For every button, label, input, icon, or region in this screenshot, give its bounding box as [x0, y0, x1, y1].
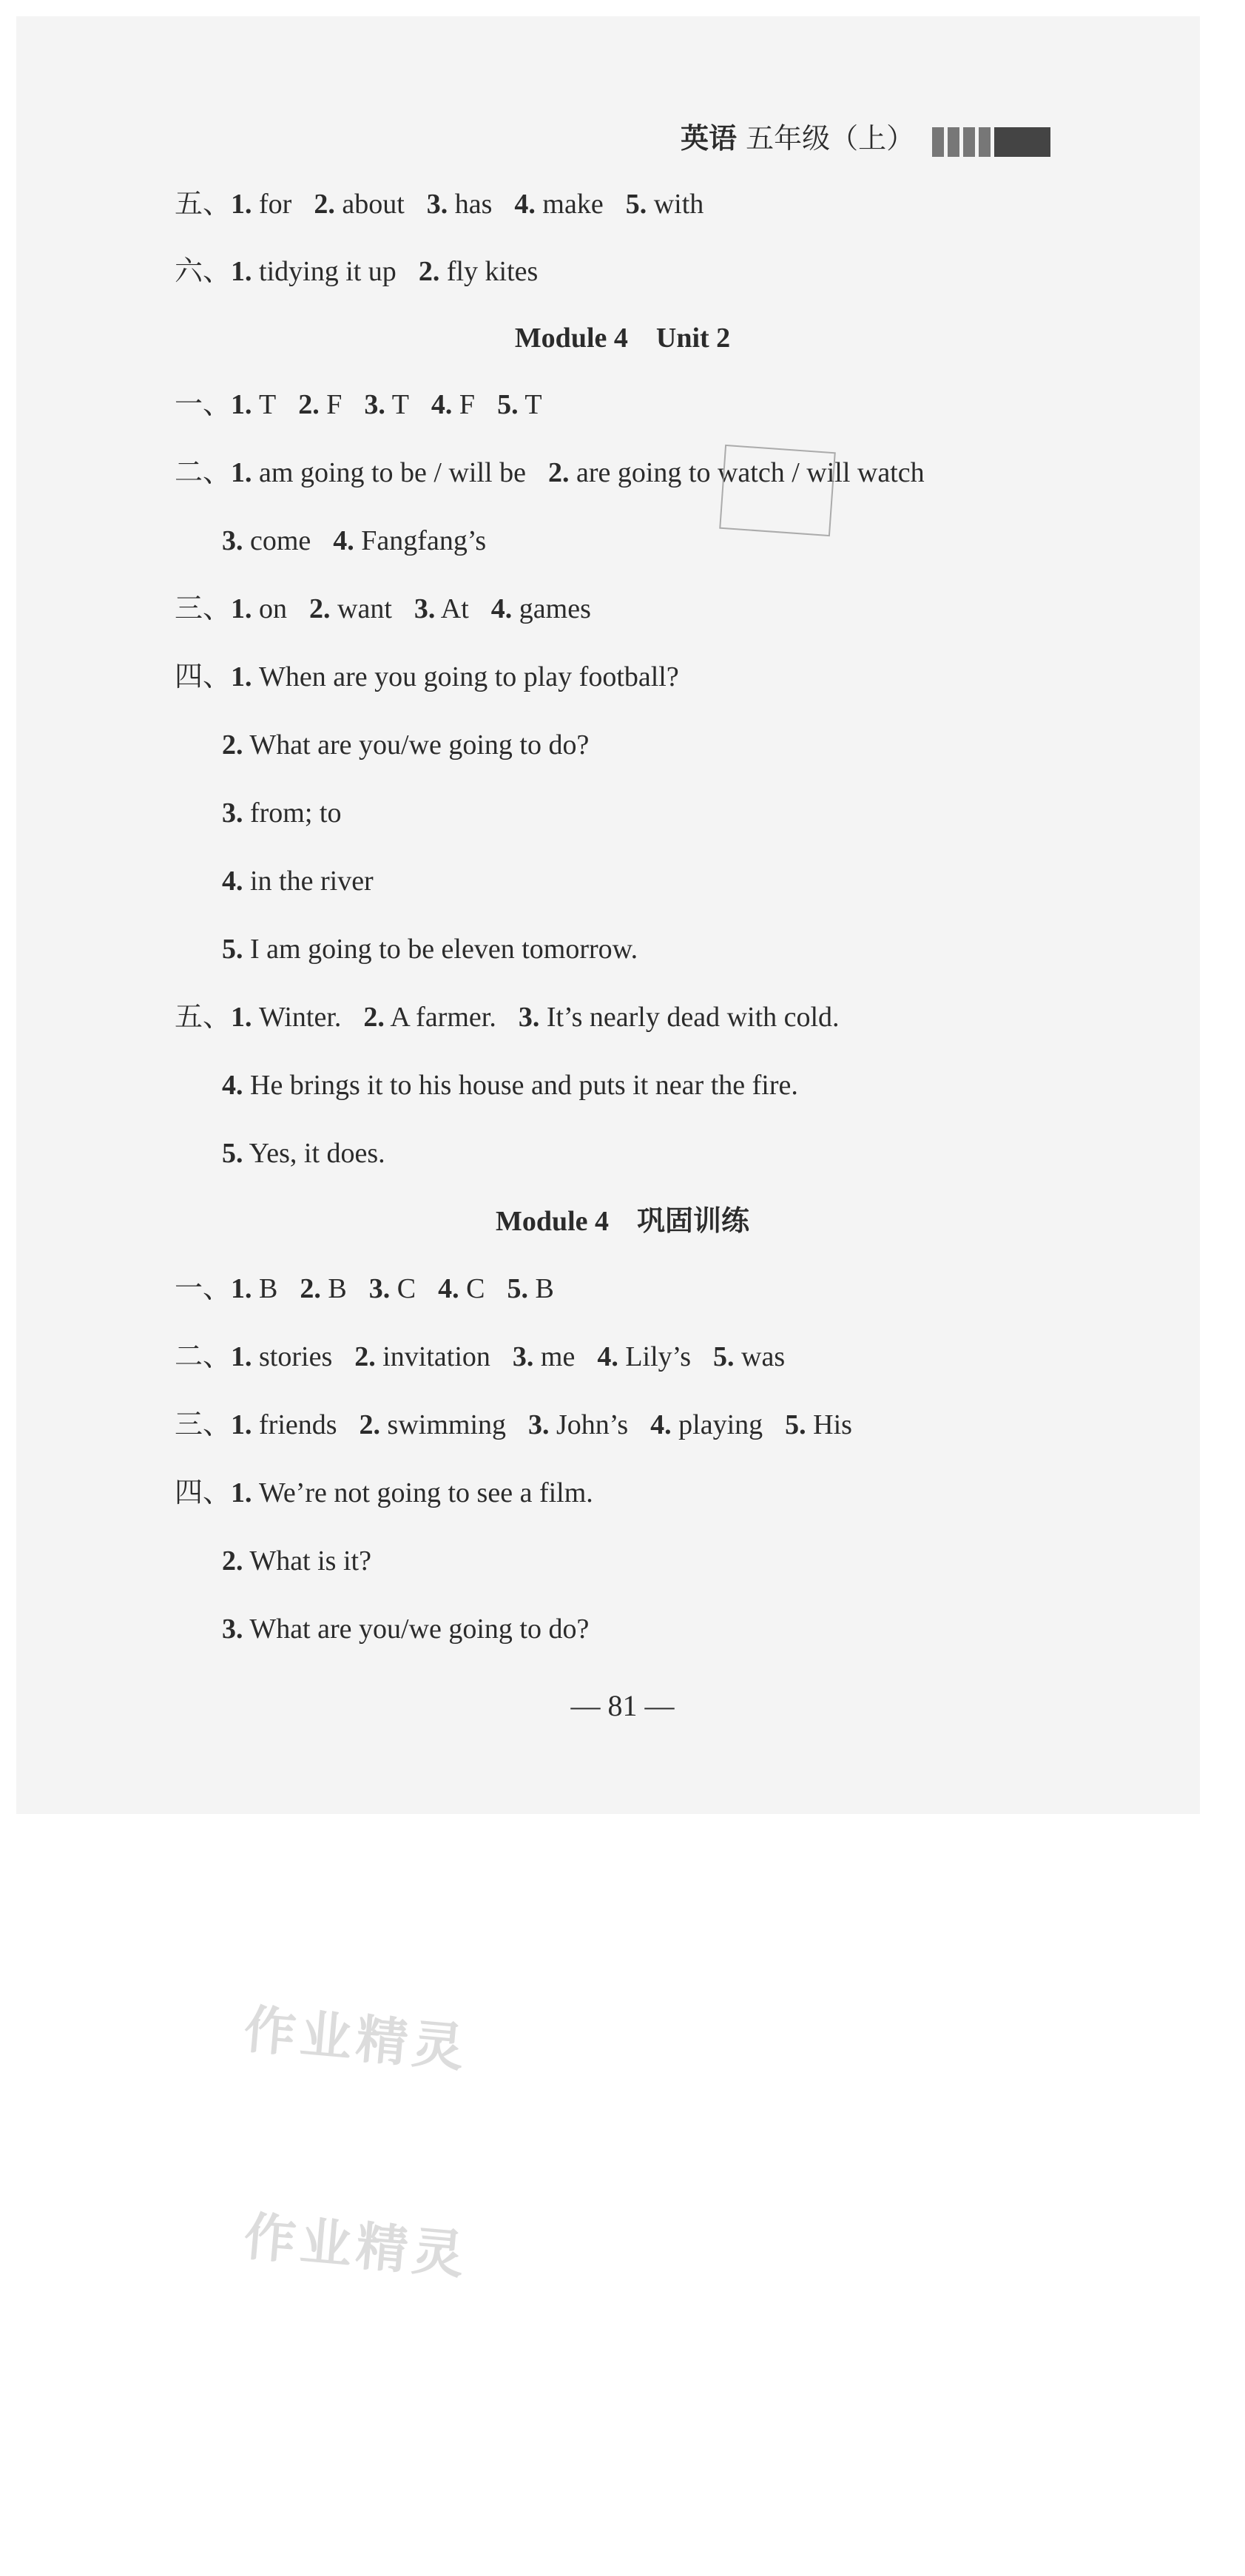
- unit2-q2-line2: 3. come 4. Fangfang’s: [222, 525, 487, 556]
- page-number: — 81 —: [570, 1689, 675, 1722]
- unit2-q5-line1: 五、1. Winter. 2. A farmer. 3. It’s nearly dead with cold.: [175, 1002, 840, 1033]
- unit2-q2-line1: 二、1. am going to be / will be 2. are going to watch / will watch: [175, 457, 925, 488]
- unit2-q4-line4: 4. in the river: [222, 866, 374, 897]
- review-q4-line3: 3. What are you/we going to do?: [222, 1614, 590, 1645]
- subject-label: 英语: [681, 122, 738, 155]
- review-q4-line1: 四、1. We’re not going to see a film.: [175, 1477, 593, 1508]
- unit2-q4-line3: 3. from; to: [222, 798, 342, 829]
- unit2-q3: 三、1. on 2. want 3. At 4. games: [175, 593, 591, 624]
- header-bars: [932, 124, 1054, 157]
- answer-row-5: 五、1. for 2. about 3. has 4. make 5. with: [175, 189, 704, 220]
- watermark-2: 作业精灵: [241, 2205, 471, 2287]
- review-q4-line2: 2. What is it?: [222, 1545, 371, 1577]
- unit2-q1: 一、1. T 2. F 3. T 4. F 5. T: [175, 389, 542, 420]
- grade-label: 五年级（上）: [746, 122, 915, 155]
- unit2-q5-line3: 5. Yes, it does.: [222, 1138, 385, 1169]
- section-title-unit2: Module 4 Unit 2: [514, 323, 731, 354]
- unit2-q4-line2: 2. What are you/we going to do?: [222, 729, 590, 761]
- watermark-stamp: [719, 445, 836, 536]
- unit2-q4-line5: 5. I am going to be eleven tomorrow.: [222, 934, 638, 965]
- watermark-1: 作业精灵: [241, 1998, 471, 2080]
- answer-row-6: 六、1. tidying it up 2. fly kites: [175, 256, 539, 287]
- review-q2: 二、1. stories 2. invitation 3. me 4. Lily’s 5. was: [175, 1341, 786, 1372]
- review-q1: 一、1. B 2. B 3. C 4. C 5. B: [175, 1273, 554, 1304]
- page-header: [681, 115, 1054, 157]
- review-q3: 三、1. friends 2. swimming 3. John’s 4. playing 5. His: [175, 1409, 852, 1440]
- unit2-q5-line2: 4. He brings it to his house and puts it near the fire.: [222, 1070, 798, 1101]
- section-title-review: Module 4 巩固训练: [495, 1206, 750, 1237]
- unit2-q4-line1: 四、1. When are you going to play football?: [175, 661, 679, 692]
